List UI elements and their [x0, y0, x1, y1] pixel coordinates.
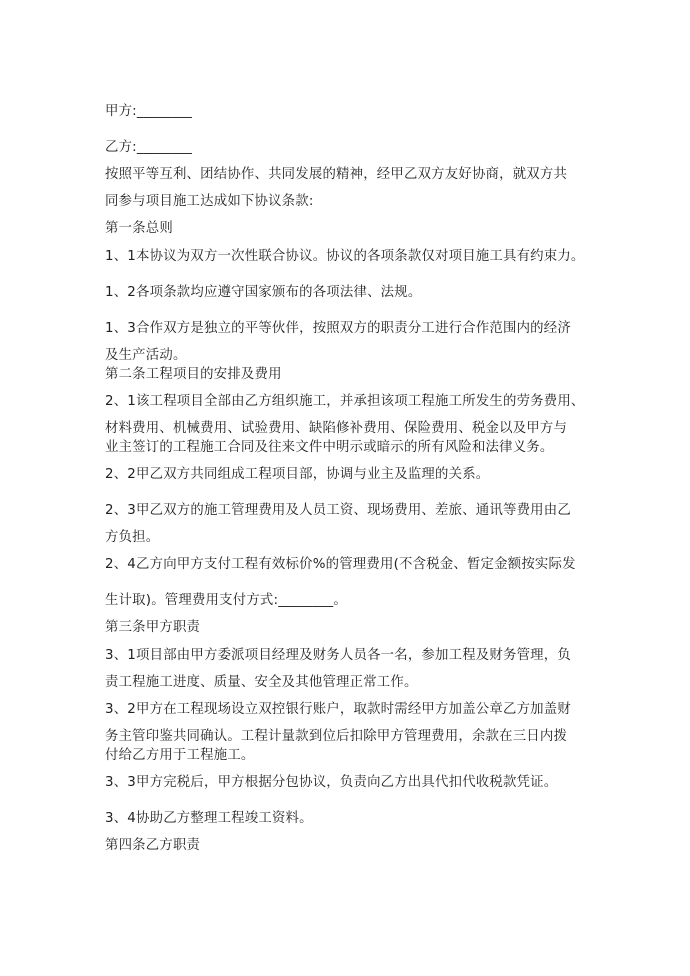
text-line: 同参与项目施工达成如下协议条款:	[105, 194, 314, 209]
text-line: 第四条乙方职责	[105, 838, 201, 853]
text-line: 3、1项目部由甲方委派项目经理及财务人员各一名，参加工程及财务管理，负	[105, 648, 571, 663]
text-line: 责工程施工进度、质量、安全及其他管理正常工作。	[105, 675, 418, 690]
text-line: 按照平等互利、团结协作、共同发展的精神，经甲乙双方友好协商，就双方共	[105, 167, 568, 182]
text-line: 第三条甲方职责	[105, 620, 201, 635]
text-line: 及生产活动。	[105, 348, 187, 363]
text-line: 生计取)。管理费用支付方式:________。	[105, 593, 347, 608]
text-line: 3、2甲方在工程现场设立双控银行账户，取款时需经甲方加盖公章乙方加盖财	[105, 702, 571, 717]
text-line: 1、1本协议为双方一次性联合协议。协议的各项条款仅对项目施工具有约束力。	[105, 249, 585, 264]
text-line: 3、3甲方完税后，甲方根据分包协议，负责向乙方出具代扣代收税款凭证。	[105, 775, 558, 790]
text-line: 2、3甲乙双方的施工管理费用及人员工资、现场费用、差旅、通讯等费用由乙	[105, 503, 571, 518]
text-line: 材料费用、机械费用、试验费用、缺陷修补费用、保险费用、税金以及甲方与	[105, 421, 568, 436]
text-line: 1、3合作双方是独立的平等伙伴，按照双方的职责分工进行合作范围内的经济	[105, 321, 571, 336]
text-line: 2、1该工程项目全部由乙方组织施工，并承担该项工程施工所发生的劳务费用、	[105, 394, 585, 409]
text-line: 3、4协助乙方整理工程竣工资料。	[105, 811, 313, 826]
text-line: 方负担。	[105, 530, 160, 545]
text-line: 第二条工程项目的安排及费用	[105, 367, 282, 382]
text-line: 1、2各项条款均应遵守国家颁布的各项法律、法规。	[105, 285, 422, 300]
text-line: 2、4乙方向甲方支付工程有效标价%的管理费用(不含税金、暂定金额按实际发	[105, 557, 576, 572]
text-line: 业主签订的工程施工合同及往来文件中明示或暗示的所有风险和法律义务。	[105, 440, 554, 455]
text-line: 甲方:________	[105, 104, 193, 119]
text-line: 付给乙方用于工程施工。	[105, 748, 255, 763]
text-line: 第一条总则	[105, 221, 173, 236]
text-line: 2、2甲乙双方共同组成工程项目部，协调与业主及监理的关系。	[105, 467, 490, 482]
text-line: 务主管印鉴共同确认。工程计量款到位后扣除甲方管理费用，余款在三日内拨	[105, 729, 568, 744]
text-line: 乙方:________	[105, 140, 193, 155]
